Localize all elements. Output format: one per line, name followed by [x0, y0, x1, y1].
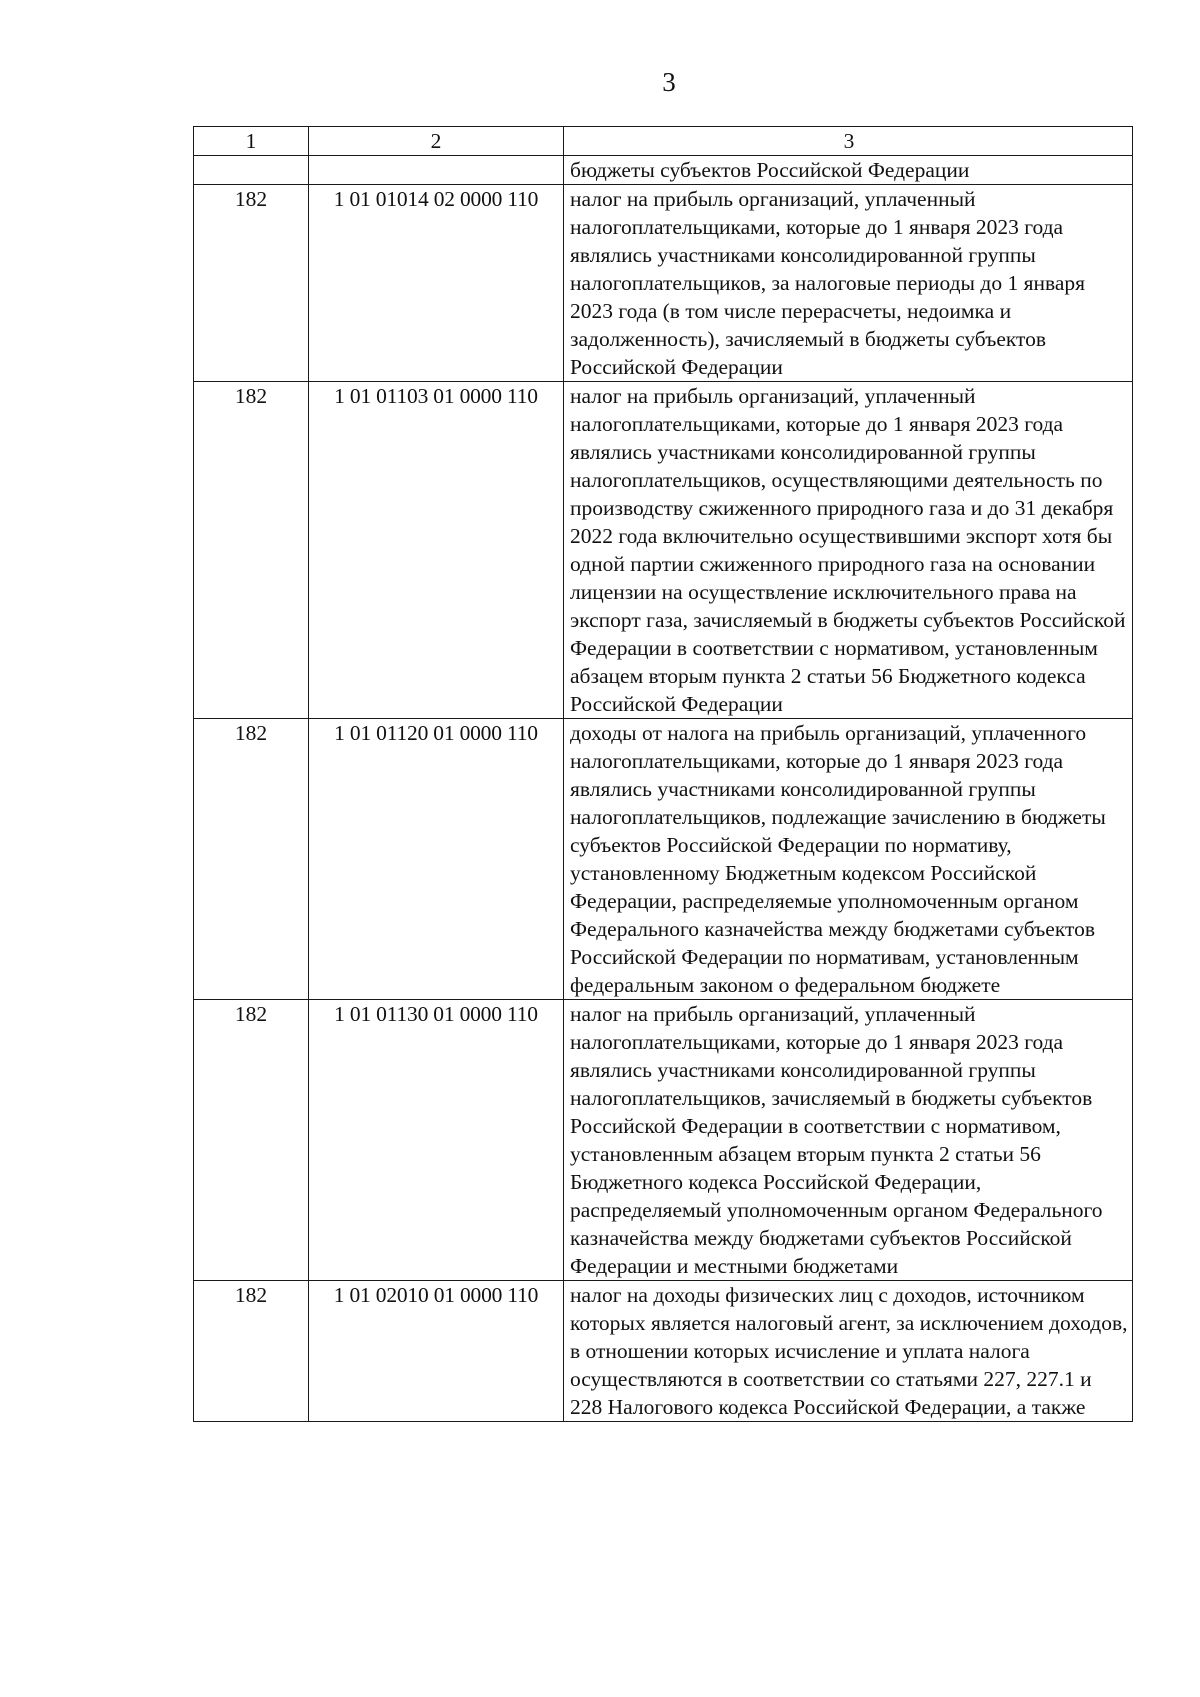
description-cell: доходы от налога на прибыль организаций, уплаченного налогоплательщиками, которые до 1 января 2023 года являлись участниками консолидированной группы налогоплательщиков, подлежащие зачислению в бюджеты субъектов Российской Федерации по нормативу, установленному Бюджетным кодексом Российской Федерации, распределяемые уполномоченным органом Федерального казначейства между бюджетами субъектов Российской Федерации по нормативам, установленным федеральным законом о федеральном бюджете — [564, 719, 1133, 1000]
header-col-2: 2 — [309, 127, 564, 156]
admin-code-cell: 182 — [194, 719, 309, 1000]
budget-codes-table — [193, 126, 1133, 1422]
page-number: 3 — [662, 67, 676, 97]
description-cell: налог на прибыль организаций, уплаченный налогоплательщиками, которые до 1 января 2023 года являлись участниками консолидированной группы налогоплательщиков, зачисляемый в бюджеты субъектов Российской Федерации в соответствии с нормативом, установленным абзацем вторым пункта 2 статьи 56 Бюджетного кодекса Российской Федерации, распределяемый уполномоченным органом Федерального казначейства между бюджетами субъектов Российской Федерации и местными бюджетами — [564, 1000, 1133, 1281]
table-row — [194, 719, 1133, 1000]
budget-code-cell: 1 01 01120 01 0000 110 — [309, 719, 564, 1000]
admin-code-cell: 182 — [194, 1000, 309, 1281]
header-col-1: 1 — [194, 127, 309, 156]
admin-code-cell — [194, 156, 309, 185]
description-cell: налог на прибыль организаций, уплаченный налогоплательщиками, которые до 1 января 2023 года являлись участниками консолидированной группы налогоплательщиков, осуществляющими деятельность по производству сжиженного природного газа и до 31 декабря 2022 года включительно осуществившими экспорт хотя бы одной партии сжиженного природного газа на основании лицензии на осуществление исключительного права на экспорт газа, зачисляемый в бюджеты субъектов Российской Федерации в соответствии с нормативом, установленным абзацем вторым пункта 2 статьи 56 Бюджетного кодекса Российской Федерации — [564, 382, 1133, 719]
table-header-row — [194, 127, 1133, 156]
admin-code-cell: 182 — [194, 1281, 309, 1422]
description-cell: налог на прибыль организаций, уплаченный налогоплательщиками, которые до 1 января 2023 года являлись участниками консолидированной группы налогоплательщиков, за налоговые периоды до 1 января 2023 года (в том числе перерасчеты, недоимка и задолженность), зачисляемый в бюджеты субъектов Российской Федерации — [564, 185, 1133, 382]
table-row — [194, 382, 1133, 719]
table-row — [194, 1281, 1133, 1422]
budget-code-cell — [309, 156, 564, 185]
table-row — [194, 1000, 1133, 1281]
table-row — [194, 156, 1133, 185]
budget-code-cell: 1 01 01014 02 0000 110 — [309, 185, 564, 382]
admin-code-cell: 182 — [194, 382, 309, 719]
budget-code-cell: 1 01 01130 01 0000 110 — [309, 1000, 564, 1281]
budget-code-cell: 1 01 02010 01 0000 110 — [309, 1281, 564, 1422]
header-col-3: 3 — [564, 127, 1133, 156]
budget-code-cell: 1 01 01103 01 0000 110 — [309, 382, 564, 719]
table-row — [194, 185, 1133, 382]
description-cell: бюджеты субъектов Российской Федерации — [564, 156, 1133, 185]
admin-code-cell: 182 — [194, 185, 309, 382]
description-cell: налог на доходы физических лиц с доходов, источником которых является налоговый агент, за исключением доходов, в отношении которых исчисление и уплата налога осуществляются в соответствии со статьями 227, 227.1 и 228 Налогового кодекса Российской Федерации, а также — [564, 1281, 1133, 1422]
